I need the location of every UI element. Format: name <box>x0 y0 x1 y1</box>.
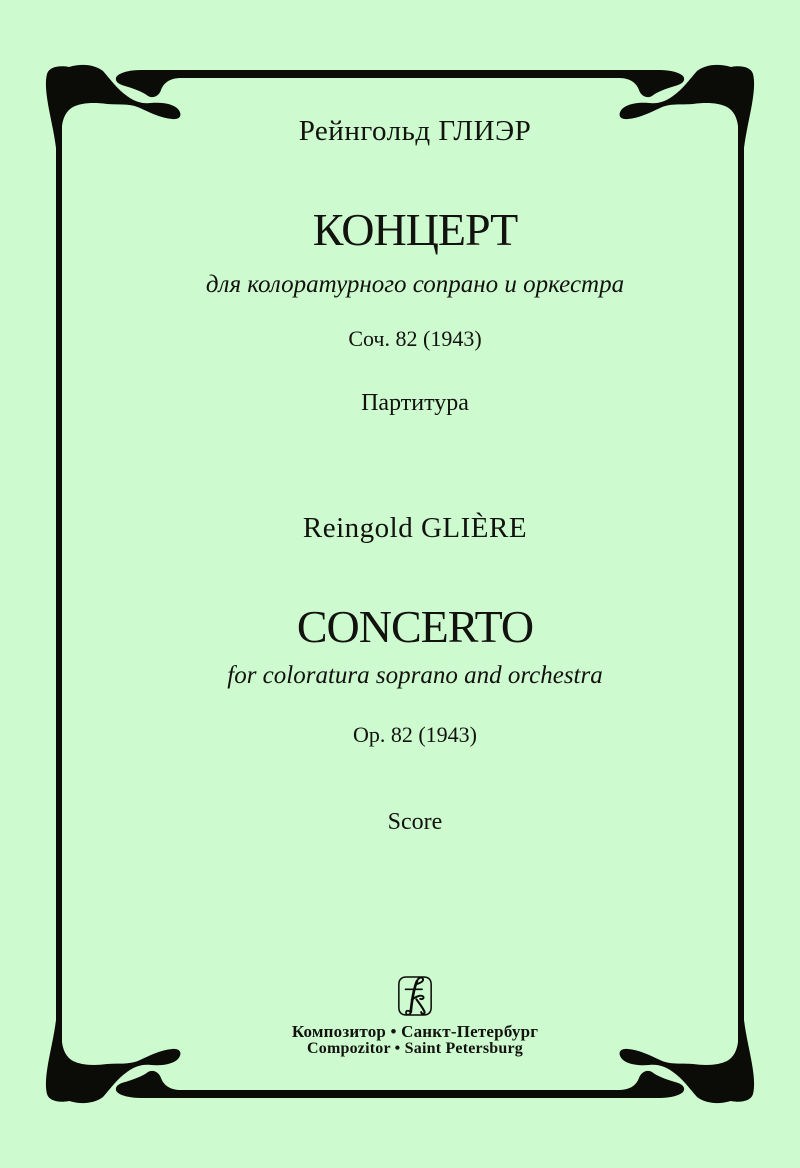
edition-format-russian: Партитура <box>361 390 469 416</box>
compozitor-fk-monogram-icon <box>396 973 434 1019</box>
work-title-russian: КОНЦЕРТ <box>312 204 518 255</box>
publisher-line-russian: Композитор • Санкт-Петербург <box>291 1022 539 1041</box>
frame-line-bottom <box>210 1090 590 1098</box>
author-name-english: Reingold GLIÈRE <box>302 512 528 544</box>
work-subtitle-english: for coloratura soprano and orchestra <box>227 662 603 689</box>
work-title-english: CONCERTO <box>296 601 534 652</box>
edition-format-english: Score <box>387 809 443 835</box>
frame-line-top <box>210 70 590 78</box>
publisher-logo <box>396 973 434 1019</box>
author-name-russian: Рейнгольд ГЛИЭР <box>298 115 532 147</box>
opus-line-english: Op. 82 (1943) <box>352 722 478 747</box>
work-subtitle-russian: для колоратурного сопрано и оркестра <box>205 271 625 298</box>
opus-line-russian: Соч. 82 (1943) <box>348 326 482 351</box>
publisher-line-english: Compozitor • Saint Petersburg <box>307 1040 523 1057</box>
